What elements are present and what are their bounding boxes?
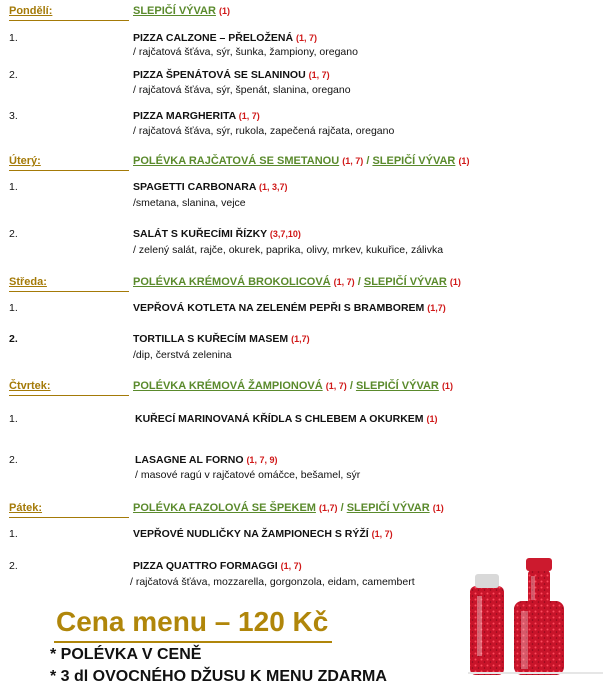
dish-number: 3. bbox=[9, 110, 18, 122]
soup-name: POLÉVKA KRÉMOVÁ ŽAMPIONOVÁ bbox=[133, 380, 323, 392]
soup-line bbox=[133, 380, 453, 392]
dish-number: 1. bbox=[9, 413, 18, 425]
soup-separator: / bbox=[349, 380, 353, 392]
dish-allergens: (1, 3,7) bbox=[259, 182, 288, 192]
soup-line bbox=[133, 155, 469, 167]
dish-number: 2. bbox=[9, 560, 18, 572]
soup-allergens: (1) bbox=[458, 156, 470, 166]
day-name: Úterý: bbox=[9, 155, 41, 167]
dish-title: KUŘECÍ MARINOVANÁ KŘÍDLA S CHLEBEM A OKURKEM bbox=[135, 413, 424, 425]
day-header-monday bbox=[9, 5, 599, 27]
day-divider bbox=[9, 170, 129, 171]
dish-name bbox=[133, 69, 330, 81]
dish-number: 2. bbox=[9, 333, 18, 345]
dish-name bbox=[133, 560, 302, 572]
dish-title: PIZZA MARGHERITA bbox=[133, 110, 236, 122]
dish-title: PIZZA ŠPENÁTOVÁ SE SLANINOU bbox=[133, 69, 306, 81]
dish-allergens: (1, 7) bbox=[308, 70, 330, 80]
dish-number: 1. bbox=[9, 302, 18, 314]
soup-line bbox=[133, 502, 444, 514]
dish-title: PIZZA CALZONE – PŘELOŽENÁ bbox=[133, 32, 294, 44]
day-name: Pondělí: bbox=[9, 5, 53, 17]
day-divider bbox=[9, 517, 129, 518]
soup-name: POLÉVKA FAZOLOVÁ SE ŠPEKEM bbox=[133, 502, 316, 514]
dish-name bbox=[133, 110, 260, 122]
day-divider bbox=[9, 395, 129, 396]
dish-allergens: (1, 7) bbox=[280, 561, 302, 571]
soup-allergens: (1) bbox=[441, 381, 453, 391]
menu-price: Cena menu – 120 Kč bbox=[56, 606, 329, 637]
soup-separator: / bbox=[357, 276, 361, 288]
price-underline bbox=[54, 641, 332, 643]
note-soup-included: * POLÉVKA V CENĚ bbox=[50, 646, 202, 663]
dish-allergens: (1, 7) bbox=[371, 529, 393, 539]
dish-number: 1. bbox=[9, 181, 18, 193]
soup-allergens: (1) bbox=[432, 503, 444, 513]
dish-name bbox=[133, 528, 393, 540]
dish-allergens: (1, 7) bbox=[295, 33, 317, 43]
dish-allergens: (1,7) bbox=[427, 303, 446, 313]
dish-title: SPAGETTI CARBONARA bbox=[133, 181, 257, 193]
soup-name: POLÉVKA KRÉMOVÁ BROKOLICOVÁ bbox=[133, 276, 331, 288]
dish-title: SALÁT S KUŘECÍMI ŘÍZKY bbox=[133, 228, 267, 240]
dish-number: 2. bbox=[9, 454, 18, 466]
soup-name: SLEPIČÍ VÝVAR bbox=[355, 380, 439, 392]
dish-number: 1. bbox=[9, 32, 18, 44]
juice-bottles-icon bbox=[468, 556, 603, 675]
day-header-thursday bbox=[9, 380, 599, 402]
day-name: Pátek: bbox=[9, 502, 43, 514]
soup-name: POLÉVKA RAJČATOVÁ SE SMETANOU bbox=[133, 155, 340, 167]
soup-allergens: (1, 7) bbox=[342, 156, 364, 166]
dish-allergens: (1) bbox=[426, 414, 438, 424]
juice-bottles-photo bbox=[468, 556, 603, 675]
dish-title: LASAGNE AL FORNO bbox=[135, 454, 244, 466]
dish-name bbox=[133, 228, 301, 240]
soup-line bbox=[133, 276, 461, 288]
day-header-friday bbox=[9, 502, 599, 524]
dish-description: / rajčatová šťáva, sýr, šunka, žampiony, oregano bbox=[133, 46, 358, 58]
dish-allergens: (3,7,10) bbox=[269, 229, 301, 239]
dish-title: VEPŘOVÁ KOTLETA NA ZELENÉM PEPŘI S BRAMBOREM bbox=[133, 302, 425, 314]
day-header-tuesday bbox=[9, 155, 599, 177]
dish-description: /dip, čerstvá zelenina bbox=[133, 349, 232, 361]
dish-name bbox=[135, 413, 437, 425]
dish-description: / rajčatová šťáva, sýr, rukola, zapečená rajčata, oregano bbox=[133, 125, 395, 137]
day-name: Čtvrtek: bbox=[9, 380, 51, 392]
dish-name bbox=[135, 454, 277, 466]
soup-name: SLEPIČÍ VÝVAR bbox=[363, 276, 447, 288]
day-name: Středa: bbox=[9, 276, 47, 288]
dish-number: 2. bbox=[9, 228, 18, 240]
day-header-wednesday bbox=[9, 276, 599, 298]
soup-name: SLEPIČÍ VÝVAR bbox=[346, 502, 430, 514]
soup-name: SLEPIČÍ VÝVAR bbox=[372, 155, 456, 167]
dish-description: / rajčatová šťáva, sýr, špenát, slanina, oregano bbox=[133, 84, 351, 96]
soup-allergens: (1,7) bbox=[319, 503, 338, 513]
day-divider bbox=[9, 20, 129, 21]
dish-name bbox=[133, 32, 317, 44]
dish-title: TORTILLA S KUŘECÍM MASEM bbox=[133, 333, 289, 345]
dish-name bbox=[133, 302, 446, 314]
dish-description: /smetana, slanina, vejce bbox=[133, 197, 246, 209]
dish-number: 2. bbox=[9, 69, 18, 81]
soup-allergens: (1, 7) bbox=[325, 381, 347, 391]
soup-line bbox=[133, 5, 230, 17]
soup-allergens: (1) bbox=[219, 6, 230, 16]
soup-allergens: (1, 7) bbox=[333, 277, 355, 287]
dish-number: 1. bbox=[9, 528, 18, 540]
soup-allergens: (1) bbox=[449, 277, 461, 287]
soup-separator: / bbox=[366, 155, 370, 167]
dish-allergens: (1, 7) bbox=[238, 111, 260, 121]
dish-name bbox=[133, 181, 288, 193]
dish-name bbox=[133, 333, 310, 345]
dish-allergens: (1,7) bbox=[291, 334, 310, 344]
dish-title: VEPŘOVÉ NUDLIČKY NA ŽAMPIONECH S RÝŽÍ bbox=[133, 528, 369, 540]
dish-allergens: (1, 7, 9) bbox=[246, 455, 278, 465]
dish-description: / rajčatová šťáva, mozzarella, gorgonzola, eidam, camembert bbox=[130, 576, 415, 588]
soup-separator: / bbox=[340, 502, 344, 514]
day-divider bbox=[9, 291, 129, 292]
dish-title: PIZZA QUATTRO FORMAGGI bbox=[133, 560, 278, 572]
dish-description: / masové ragú v rajčatové omáčce, bešamel, sýr bbox=[135, 469, 361, 481]
dish-description: / zelený salát, rajče, okurek, paprika, olivy, mrkev, kukuřice, zálivka bbox=[133, 244, 444, 256]
soup-name: SLEPIČÍ VÝVAR bbox=[133, 5, 216, 17]
note-free-juice: * 3 dl OVOCNÉHO DŽUSU K MENU ZDARMA bbox=[50, 668, 387, 685]
